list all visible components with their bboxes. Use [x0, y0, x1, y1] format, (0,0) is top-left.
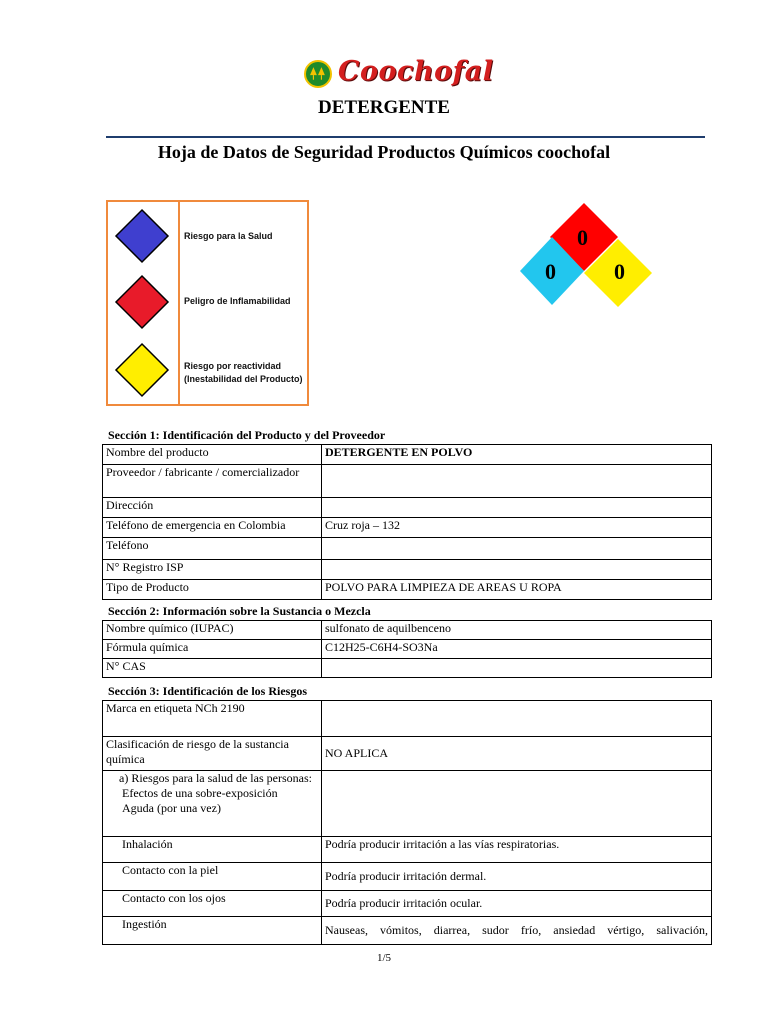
- value-isp-registry: [322, 560, 712, 580]
- hazard-legend: [106, 200, 309, 406]
- table-row: [103, 498, 712, 518]
- flammability-diamond-icon: [114, 274, 170, 330]
- nfpa-reactivity-value: 0: [614, 259, 625, 284]
- value-cas-number: [322, 659, 712, 678]
- value-address: [322, 498, 712, 518]
- value-health-risks: [322, 771, 712, 837]
- table-row: [103, 465, 712, 498]
- table-row: [103, 891, 712, 917]
- legend-reactivity-label: Riesgo por reactividad (Inestabilidad del Producto): [184, 361, 303, 384]
- table-row: [103, 518, 712, 538]
- nfpa-diamond: [518, 201, 656, 309]
- health-risks-heading: a) Riesgos para la salud de las personas:: [119, 771, 312, 785]
- label-risk-classification: Clasificación de riesgo de la sustancia química: [103, 737, 322, 771]
- brand-name: Coochofal: [338, 56, 494, 87]
- table-row: [103, 621, 712, 640]
- value-skin-contact: Podría producir irritación dermal.: [322, 863, 712, 891]
- table-row: [103, 560, 712, 580]
- label-provider: Proveedor / fabricante / comercializador: [103, 465, 322, 498]
- acute-exposure: Aguda (por una vez): [122, 801, 221, 815]
- label-phone: Teléfono: [103, 538, 322, 560]
- reactivity-diamond-icon: [114, 342, 170, 398]
- table-row: [103, 580, 712, 600]
- table-row: [103, 771, 712, 837]
- value-chemical-name: sulfonato de aquilbenceno: [322, 621, 712, 640]
- section2-title: Sección 2: Información sobre la Sustancia o Mezcla: [108, 604, 371, 618]
- section1-title: Sección 1: Identificación del Producto y del Proveedor: [108, 428, 386, 442]
- table-row: [103, 445, 712, 465]
- nfpa-health-value: 0: [545, 259, 556, 284]
- legend-divider: [178, 202, 180, 404]
- table-row: [103, 538, 712, 560]
- value-inhalation: Podría producir irritación a las vías respiratorias.: [322, 837, 712, 863]
- value-product-name: DETERGENTE EN POLVO: [322, 445, 712, 465]
- label-skin-contact: Contacto con la piel: [103, 863, 322, 891]
- table-row: [103, 837, 712, 863]
- health-diamond-icon: [114, 208, 170, 264]
- table-row: [103, 659, 712, 678]
- legend-flammability-label: Peligro de Inflamabilidad: [184, 296, 291, 306]
- value-chemical-formula: C12H25-C6H4-SO3Na: [322, 640, 712, 659]
- page-number: 1/5: [376, 952, 392, 964]
- table-row: [103, 640, 712, 659]
- section3-title: Sección 3: Identificación de los Riesgos: [108, 684, 307, 698]
- label-label-mark: Marca en etiqueta NCh 2190: [103, 701, 322, 737]
- label-emergency-phone: Teléfono de emergencia en Colombia: [103, 518, 322, 538]
- value-phone: [322, 538, 712, 560]
- document-subtitle: Hoja de Datos de Seguridad Productos Químicos coochofal: [157, 142, 611, 162]
- value-eye-contact: Podría producir irritación ocular.: [322, 891, 712, 917]
- label-isp-registry: N° Registro ISP: [103, 560, 322, 580]
- label-eye-contact: Contacto con los ojos: [103, 891, 322, 917]
- label-address: Dirección: [103, 498, 322, 518]
- label-product-name: Nombre del producto: [103, 445, 322, 465]
- value-provider: [322, 465, 712, 498]
- company-logo: [304, 58, 524, 90]
- value-emergency-phone: Cruz roja – 132: [322, 518, 712, 538]
- value-product-type: POLVO PARA LIMPIEZA DE AREAS U ROPA: [322, 580, 712, 600]
- document-title: DETERGENTE: [318, 97, 450, 118]
- value-risk-classification: NO APLICA: [322, 737, 712, 771]
- value-ingestion: Nauseas, vómitos, diarrea, sudor frío, ansiedad vértigo, salivación,: [322, 917, 712, 945]
- label-chemical-name: Nombre químico (IUPAC): [103, 621, 322, 640]
- label-product-type: Tipo de Producto: [103, 580, 322, 600]
- trees-icon: [304, 60, 332, 88]
- label-cas-number: N° CAS: [103, 659, 322, 678]
- table-row: [103, 863, 712, 891]
- table-row: [103, 737, 712, 771]
- value-label-mark: [322, 701, 712, 737]
- table-row: [103, 701, 712, 737]
- section3-table: [102, 700, 712, 945]
- label-ingestion: Ingestión: [103, 917, 322, 945]
- section1-table: [102, 444, 712, 600]
- table-row: [103, 917, 712, 945]
- section2-table: [102, 620, 712, 678]
- label-inhalation: Inhalación: [103, 837, 322, 863]
- nfpa-flammability-value: 0: [577, 225, 588, 250]
- label-chemical-formula: Fórmula química: [103, 640, 322, 659]
- legend-health-label: Riesgo para la Salud: [184, 231, 273, 241]
- title-divider: [106, 136, 705, 138]
- label-health-risks: [103, 771, 322, 837]
- overexposure-effects: Efectos de una sobre-exposición: [122, 786, 278, 800]
